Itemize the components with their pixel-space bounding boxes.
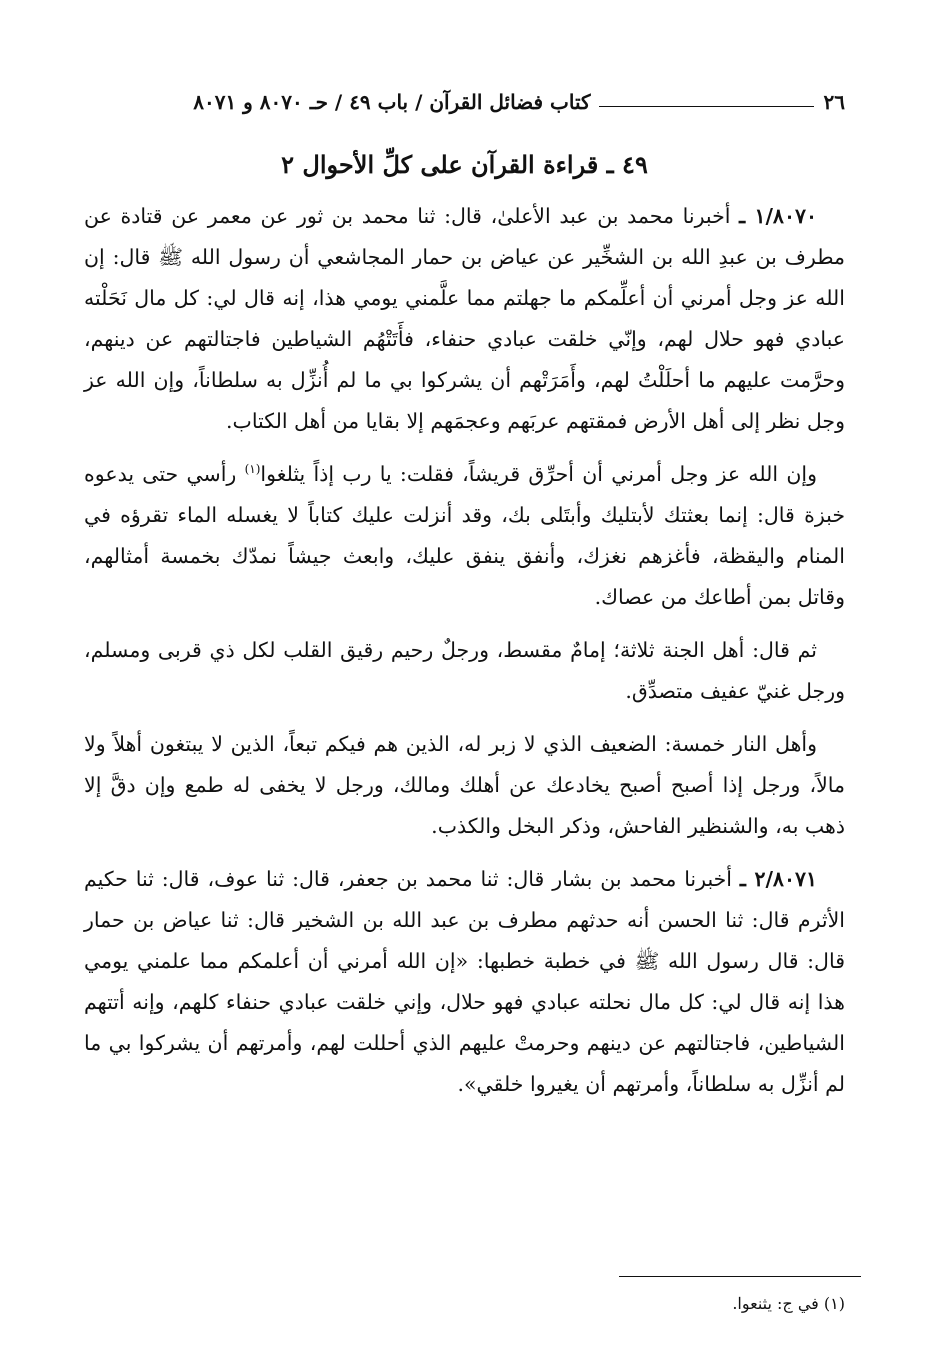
paragraph-text: وأهل النار خمسة: الضعيف الذي لا زبر له، الذين هم فيكم تبعاً، الذين لا يبتغون أهلاً ولا مالاً، ورجل إذا أصبح أصبح يخادعك عن أهلك ومالك، ورجل لا يخفى له طمع وإن دقَّ إلا ذهب به، والشنظير الفاحش، وذكر البخل والكذب. bbox=[84, 732, 845, 838]
paragraph bbox=[84, 724, 845, 847]
paragraph-text: رأسي حتى يدعوه خبزة قال: إنما بعثتك لأبتليك وأبتَلى بك، وقد أنزلت عليك كتاباً لا يغسله الماء تقرؤه في المنام واليقظة، فأغزهم نغزك، وأنفق ينفق عليك، وابعث جيشاً نمدّك بخمسة أمثالهم، وقاتل بمن أطاعك من عصاك. bbox=[84, 462, 845, 609]
hadith-number: ١/٨٠٧٠ ـ bbox=[739, 204, 817, 228]
paragraph bbox=[84, 454, 845, 618]
paragraph-text: وإن الله عز وجل أمرني أن أحرِّق قريشاً، فقلت: يا رب إذاً يثلغوا bbox=[260, 462, 817, 486]
body-text bbox=[84, 196, 845, 1117]
page-number: ٢٦ bbox=[823, 90, 845, 114]
hadith-paragraph bbox=[84, 196, 845, 442]
footnote-rule bbox=[619, 1276, 861, 1277]
chapter-title: ٤٩ ـ قراءة القرآن على كلِّ الأحوال ٢ bbox=[281, 150, 648, 179]
hadith-number: ٢/٨٠٧١ ـ bbox=[739, 867, 817, 891]
running-title: كتاب فضائل القرآن / باب ٤٩ / حـ ٨٠٧٠ و ٨٠٧١ bbox=[193, 90, 591, 114]
hadith-text: أخبرنا محمد بن عبد الأعلىٰ، قال: ثنا محمد بن ثور عن معمر عن قتادة عن مطرف بن عبدِ الله بن الشخِّير عن عياض بن حمار المجاشعي أن رسول الله ﷺ قال: إن الله عز وجل أمرني أن أعلِّمكم ما جهلتم مما علَّمني يومي هذا، إنه قال لي: كل مال نَحَلْته عبادي فهو حلال لهم، وإنّي خلقت عبادي حنفاء، فأَتَتْهُم الشياطين فاجتالتهم عن دينهم، وحرَّمت عليهم ما أحلَلْتُ لهم، وأَمَرَتْهم أن يشركوا بي ما لم أُنزِّل به سلطاناً، وإن الله عز وجل نظر إلى أهل الأرض فمقتهم عربَهم وعجمَهم إلا بقايا من أهل الكتاب. bbox=[84, 204, 845, 433]
page-header bbox=[90, 78, 845, 114]
hadith-text: أخبرنا محمد بن بشار قال: ثنا محمد بن جعفر، قال: ثنا عوف، قال: ثنا حكيم الأثرم قال: ثنا الحسن أنه حدثهم مطرف بن عبد الله بن الشخير قال: ثنا عياض بن حمار قال: قال رسول الله ﷺ في خطبة خطبها: «إن الله أمرني أن أعلمكم مما علمني يومي هذا إنه قال لي: كل مال نحلته عبادي فهو حلال، وإني خلقت عبادي حنفاء كلهم، وإنه أتتهم الشياطين، فاجتالتهم عن دينهم وحرمتْ عليهم الذي أحللت لهم، وأمرتهم أن يشركوا بي ما لم أنزِّل به سلطاناً، وأمرتهم أن يغيروا خلقي». bbox=[84, 867, 845, 1096]
hadith-paragraph bbox=[84, 859, 845, 1105]
footnote-reference: (١) bbox=[244, 462, 261, 477]
paragraph bbox=[84, 630, 845, 712]
paragraph-text: ثم قال: أهل الجنة ثلاثة؛ إمامٌ مقسط، ورجلٌ رحيم رقيق القلب لكل ذي قربى ومسلم، ورجل غنيّ عفيف متصدِّق. bbox=[84, 638, 845, 703]
header-rule bbox=[599, 105, 814, 107]
footnote: (١) في ج: يثنعوا. bbox=[732, 1294, 845, 1313]
